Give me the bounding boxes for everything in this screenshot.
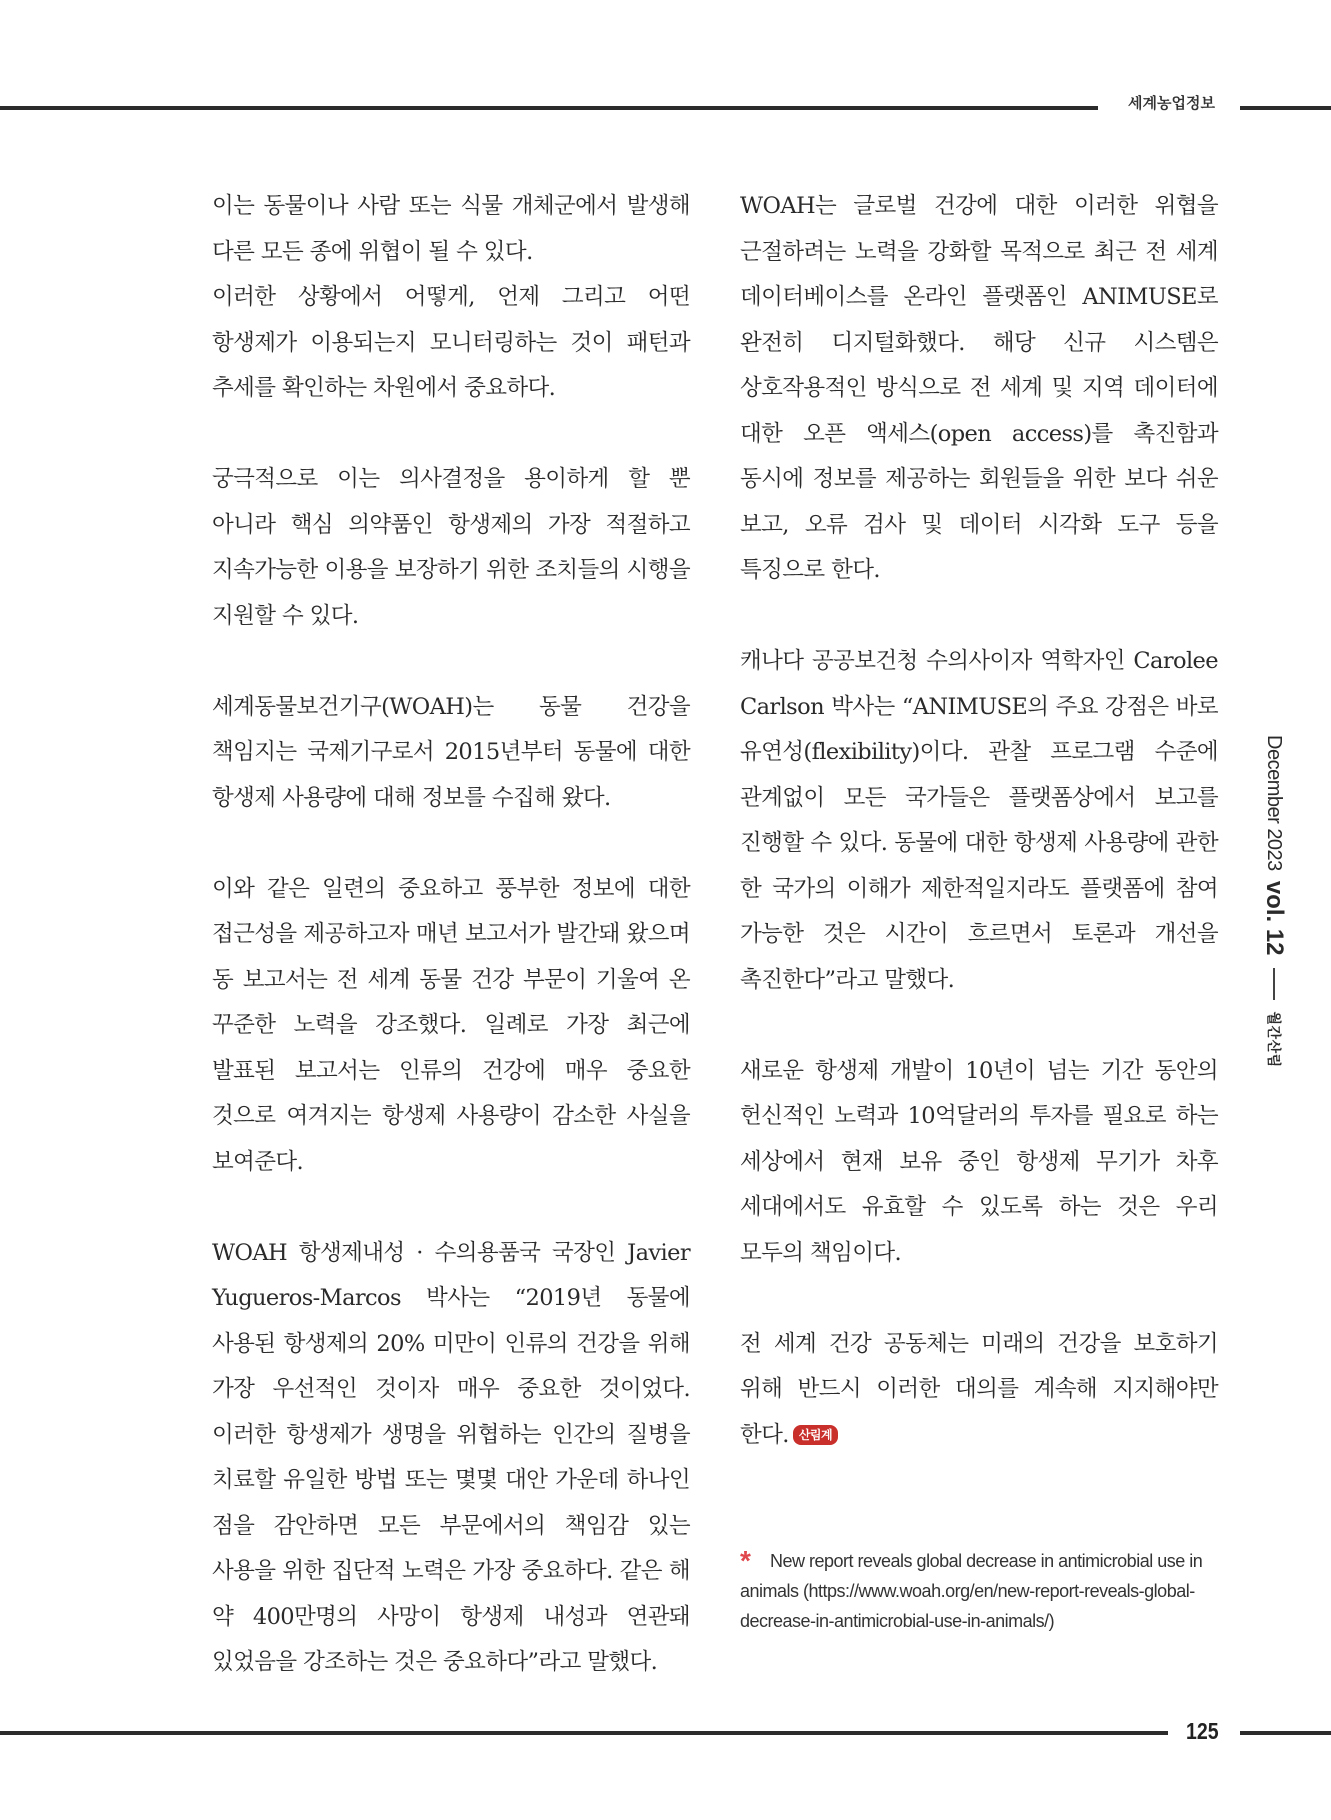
- left-column: [212, 184, 690, 1686]
- header-rule-left: [0, 106, 1098, 110]
- paragraph-text: 전 세계 건강 공동체는 미래의 건강을 보호하기 위해 반드시 이러한 대의를 계속해 지지해야만 한다.: [740, 1330, 1218, 1448]
- footer-rule-left: [0, 1731, 1168, 1735]
- paragraph: 이와 같은 일련의 중요하고 풍부한 정보에 대한 접근성을 제공하고자 매년 보고서가 발간돼 왔으며 동 보고서는 전 세계 동물 건강 부문이 기울여 온 꾸준한 노력을 강조했다. 일례로 가장 최근에 발표된 보고서는 인류의 건강에 매우 중요한 것으로 여겨지는 항생제 사용량이 감소한 사실을 보여준다.: [212, 875, 690, 1175]
- paragraph: 캐나다 공공보건청 수의사이자 역학자인 Carolee Carlson 박사는 “ANIMUSE의 주요 강점은 바로 유연성(flexibility)이다. 관찰 프로그램 수준에 관계없이 모든 국가들은 플랫폼상에서 보고를 진행할 수 있다. 동물에 대한 항생제 사용량에 관한 한 국가의 이해가 제한적일지라도 플랫폼에 참여 가능한 것은 시간이 흐르면서 토론과 개선을 촉진한다”라고 말했다.: [740, 648, 1218, 993]
- right-column: [740, 184, 1218, 1458]
- divider: [1273, 968, 1275, 1000]
- paragraph: WOAH는 글로벌 건강에 대한 이러한 위협을 근절하려는 노력을 강화할 목적으로 최근 전 세계 데이터베이스를 온라인 플랫폼인 ANIMUSE로 완전히 디지털화했다. 해당 신규 시스템은 상호작용적인 방식으로 전 세계 및 지역 데이터에 대한 오픈 액세스(open access)를 촉진함과 동시에 정보를 제공하는 회원들을 위한 보다 쉬운 보고, 오류 검사 및 데이터 시각화 도구 등을 특징으로 한다.: [740, 193, 1218, 583]
- paragraph: 궁극적으로 이는 의사결정을 용이하게 할 뿐 아니라 핵심 의약품인 항생제의 가장 적절하고 지속가능한 이용을 보장하기 위한 조치들의 시행을 지원할 수 있다.: [212, 466, 690, 629]
- magazine-name: 월간산림: [1265, 1011, 1281, 1068]
- paragraph: WOAH 항생제내성 · 수의용품국 국장인 Javier Yugueros-Marcos 박사는 “2019년 동물에 사용된 항생제의 20% 미만이 인류의 건강을 위해 가장 우선적인 것이자 매우 중요한 것이었다. 이러한 항생제가 생명을 위협하는 인간의 질병을 치료할 유일한 방법 또는 몇몇 대안 가운데 하나인 점을 감안하면 모든 부문에서의 책임감 있는 사용을 위한 집단적 노력은 가장 중요하다. 같은 해 약 400만명의 사망이 항생제 내성과 연관돼 있었음을 강조하는 것은 중요하다”라고 말했다.: [212, 1239, 691, 1675]
- issue-volume: vol. 12: [1261, 880, 1288, 956]
- footnote-text: New report reveals global decrease in antimicrobial use in animals (https://www.woah.org/en/new-report-reveals-global-decrease-in-antimicrobial-use-in-animals/): [740, 1551, 1203, 1631]
- paragraph: 새로운 항생제 개발이 10년이 넘는 기간 동안의 헌신적인 노력과 10억달러의 투자를 필요로 하는 세상에서 현재 보유 중인 항생제 무기가 차후 세대에서도 유효할 수 있도록 하는 것은 우리 모두의 책임이다.: [740, 1057, 1218, 1266]
- header-rule-right: [1240, 106, 1331, 110]
- issue-month: December 2023: [1263, 735, 1286, 871]
- footnote: [740, 1546, 1210, 1636]
- paragraph: 세계동물보건기구(WOAH)는 동물 건강을 책임지는 국제기구로서 2015년부터 동물에 대한 항생제 사용량에 대해 정보를 수집해 왔다.: [212, 693, 690, 811]
- footnote-marker: *: [740, 1545, 751, 1576]
- paragraph-final: [740, 1322, 1218, 1459]
- end-mark-logo: 산림계: [793, 1425, 838, 1445]
- footer-rule-right: [1240, 1731, 1331, 1735]
- paragraph: 이는 동물이나 사람 또는 식물 개체군에서 발생해 다른 모든 종에 위협이 될 수 있다.: [212, 193, 690, 265]
- page-number: 125: [1186, 1718, 1219, 1744]
- paragraph: 이러한 상황에서 어떻게, 언제 그리고 어떤 항생제가 이용되는지 모니터링하는 것이 패턴과 추세를 확인하는 차원에서 중요하다.: [212, 284, 690, 401]
- section-label: 세계농업정보: [1128, 94, 1215, 112]
